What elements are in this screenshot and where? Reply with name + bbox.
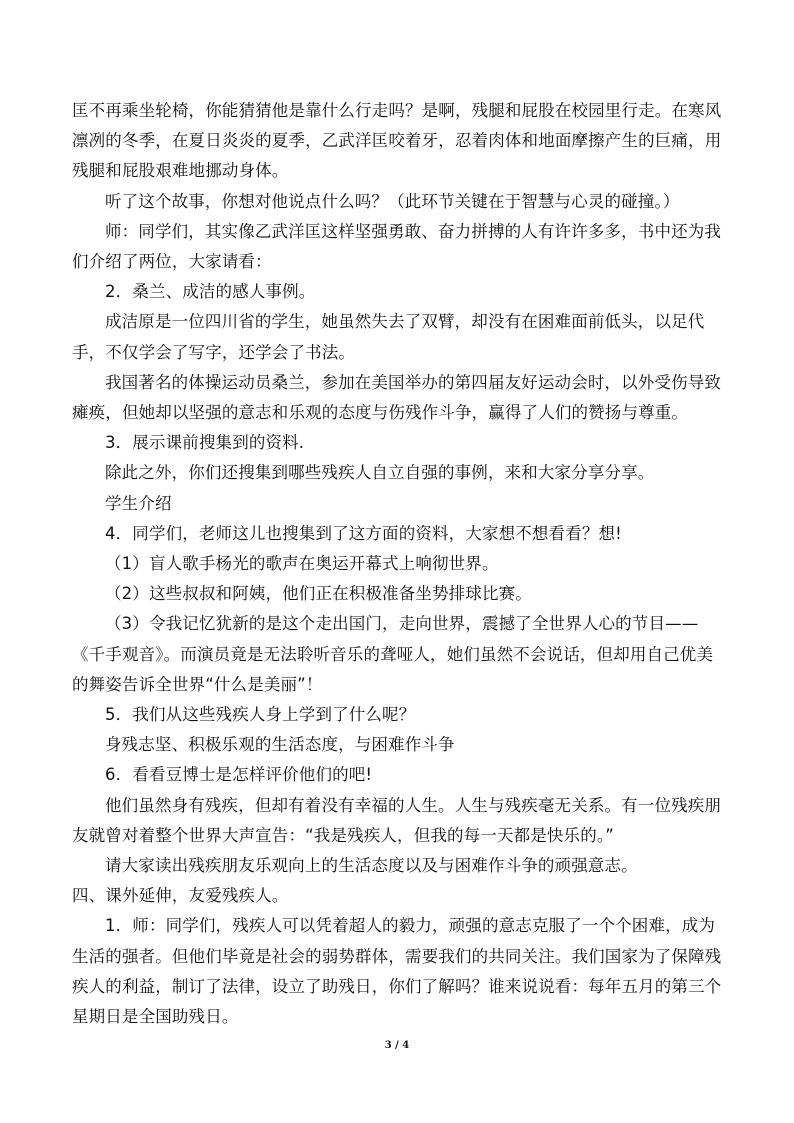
document-body <box>72 96 728 1032</box>
paragraph: （3）令我记忆犹新的是这个走出国门，走向世界，震撼了全世界人心的节目——《千手观音》。而演员竟是无法聆听音乐的聋哑人，她们虽然不会说话，但却用自己优美的舞姿告诉全世界“什么是美丽”！ <box>72 614 714 694</box>
paragraph: 2．桑兰、成洁的感人事例。 <box>105 282 316 302</box>
paragraph: 身残志坚、积极乐观的生活态度，与困难作斗争 <box>105 735 455 755</box>
paragraph: 3．展示课前搜集到的资料. <box>105 433 305 453</box>
paragraph: 除此之外，你们还搜集到哪些残疾人自立自强的事例，来和大家分享分享。 <box>105 463 655 483</box>
paragraph: 学生介绍 <box>105 493 172 513</box>
paragraph: 6．看看豆博士是怎样评价他们的吧! <box>105 765 373 785</box>
paragraph: 4．同学们，老师这儿也搜集到了这方面的资料，大家想不想看看？想! <box>105 523 622 543</box>
paragraph: 我国著名的体操运动员桑兰，参加在美国举办的第四届友好运动会时，以外受伤导致瘫痪，但她却以坚强的意志和乐观的态度与伤残作斗争，赢得了人们的赞扬与尊重。 <box>72 372 722 423</box>
paragraph: 匡不再乘坐轮椅，你能猜猜他是靠什么行走吗？是啊，残腿和屁股在校园里行走。在寒风凛冽的冬季，在夏日炎炎的夏季，乙武洋匡咬着牙，忍着肉体和地面摩擦产生的巨痛，用残腿和屁股艰难地挪动身体。 <box>72 101 722 181</box>
paragraph: 成洁原是一位四川省的学生，她虽然失去了双臂，却没有在困难面前低头，以足代手，不仅学会了写字，还学会了书法。 <box>72 312 705 362</box>
paragraph: 他们虽然身有残疾，但却有着没有幸福的人生。人生与残疾毫无关系。有一位残疾朋友就曾对着整个世界大声宣告：“我是残疾人，但我的每一天都是快乐的。” <box>72 795 722 845</box>
paragraph: （1）盲人歌手杨光的歌声在奥运开幕式上响彻世界。 <box>105 554 499 574</box>
paragraph: 5．我们从这些残疾人身上学到了什么呢？ <box>105 705 416 725</box>
paragraph: 请大家读出残疾朋友乐观向上的生活态度以及与困难作斗争的顽强意志。 <box>105 856 638 876</box>
paragraph: 听了这个故事，你想对他说点什么吗？（此环节关键在于智慧与心灵的碰撞。） <box>105 191 680 211</box>
page-number: 3 / 4 <box>384 1040 410 1051</box>
paragraph: （2）这些叔叔和阿姨，他们正在积极准备坐势排球比赛。 <box>105 584 532 604</box>
section-heading: 四、课外延伸，友爱残疾人。 <box>72 886 289 906</box>
paragraph: 1．师：同学们，残疾人可以凭着超人的毅力，顽强的意志克服了一个个困难，成为生活的强者。但他们毕竟是社会的弱势群体，需要我们的共同关注。我们国家为了保障残疾人的利益，制订了法律，设立了助残日，你们了解吗？谁来说说看：每年五月的第三个星期日是全国助残日。 <box>72 916 722 1027</box>
paragraph: 师：同学们，其实像乙武洋匡这样坚强勇敢、奋力拼搏的人有许许多多，书中还为我们介绍了两位，大家请看： <box>72 221 722 272</box>
